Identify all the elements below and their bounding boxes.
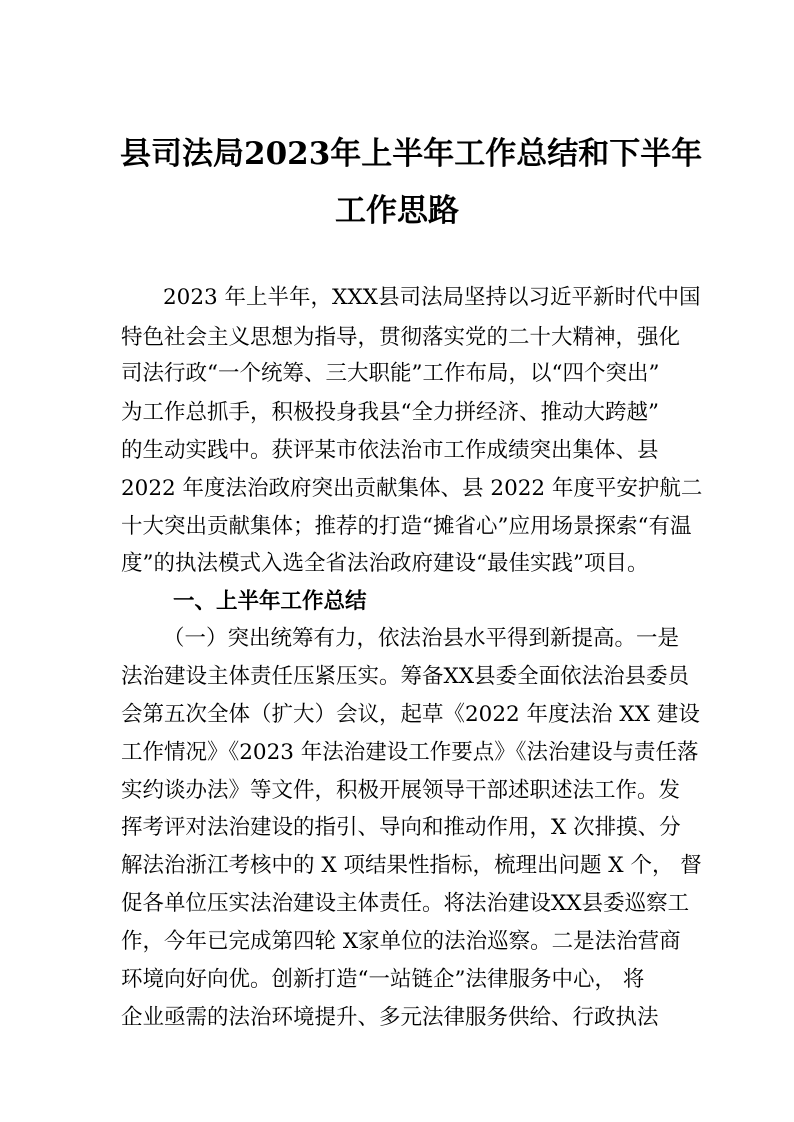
intro-paragraph-line: 2023 年上半年，XXX县司法局坚持以习近平新时代中国 bbox=[163, 285, 701, 310]
section-paragraph-line: 法治建设主体责任压紧压实。筹备XX县委全面依法治县委员 bbox=[121, 664, 690, 689]
document-title-line-1: 县司法局2023年上半年工作总结和下半年 bbox=[120, 136, 703, 172]
section-paragraph-line: 会第五次全体（扩大）会议，起草《2022 年度法治 XX 建设 bbox=[121, 702, 700, 727]
section-paragraph-line: 实约谈办法》等文件，积极开展领导干部述职述法工作。发 bbox=[121, 778, 681, 803]
section-paragraph-line: 作，今年已完成第四轮 X家单位的法治巡察。二是法治营商 bbox=[121, 929, 681, 954]
intro-paragraph-line: 2022 年度法治政府突出贡献集体、县 2022 年度平安护航二 bbox=[121, 476, 703, 501]
section-paragraph-line: （一）突出统筹有力，依法治县水平得到新提高。一是 bbox=[163, 626, 680, 651]
intro-paragraph-line: 为工作总抓手，积极投身我县“全力拼经济、推动大跨越” bbox=[121, 400, 659, 425]
section-paragraph-line: 挥考评对法治建设的指引、导向和推动作用，X 次排摸、分 bbox=[121, 815, 681, 840]
intro-paragraph-line: 的生动实践中。获评某市依法治市工作成绩突出集体、县 bbox=[121, 438, 659, 463]
section-paragraph-line: 工作情况》《2023 年法治建设工作要点》《法治建设与责任落 bbox=[121, 740, 699, 765]
section-paragraph-line: 解法治浙江考核中的 X 项结果性指标，梳理出问题 X 个， 督 bbox=[121, 853, 702, 878]
section-paragraph-line: 企业亟需的法治环境提升、多元法律服务供给、行政执法 bbox=[121, 1005, 659, 1030]
intro-paragraph-line: 度”的执法模式入选全省法治政府建设“最佳实践”项目。 bbox=[121, 551, 649, 576]
intro-paragraph-line: 十大突出贡献集体；推荐的打造“摊省心”应用场景探索“有温 bbox=[121, 514, 692, 539]
intro-paragraph-line: 特色社会主义思想为指导，贯彻落实党的二十大精神，强化 bbox=[121, 325, 681, 350]
intro-paragraph-line: 司法行政“一个统筹、三大职能”工作布局，以“四个突出” bbox=[121, 361, 660, 386]
section-paragraph-line: 环境向好向优。创新打造“一站链企”法律服务中心， 将 bbox=[121, 967, 645, 992]
document-title-line-2: 工作思路 bbox=[335, 193, 459, 229]
section-paragraph-line: 促各单位压实法治建设主体责任。将法治建设XX县委巡察工 bbox=[121, 891, 690, 916]
section-heading: 一、上半年工作总结 bbox=[173, 589, 367, 614]
